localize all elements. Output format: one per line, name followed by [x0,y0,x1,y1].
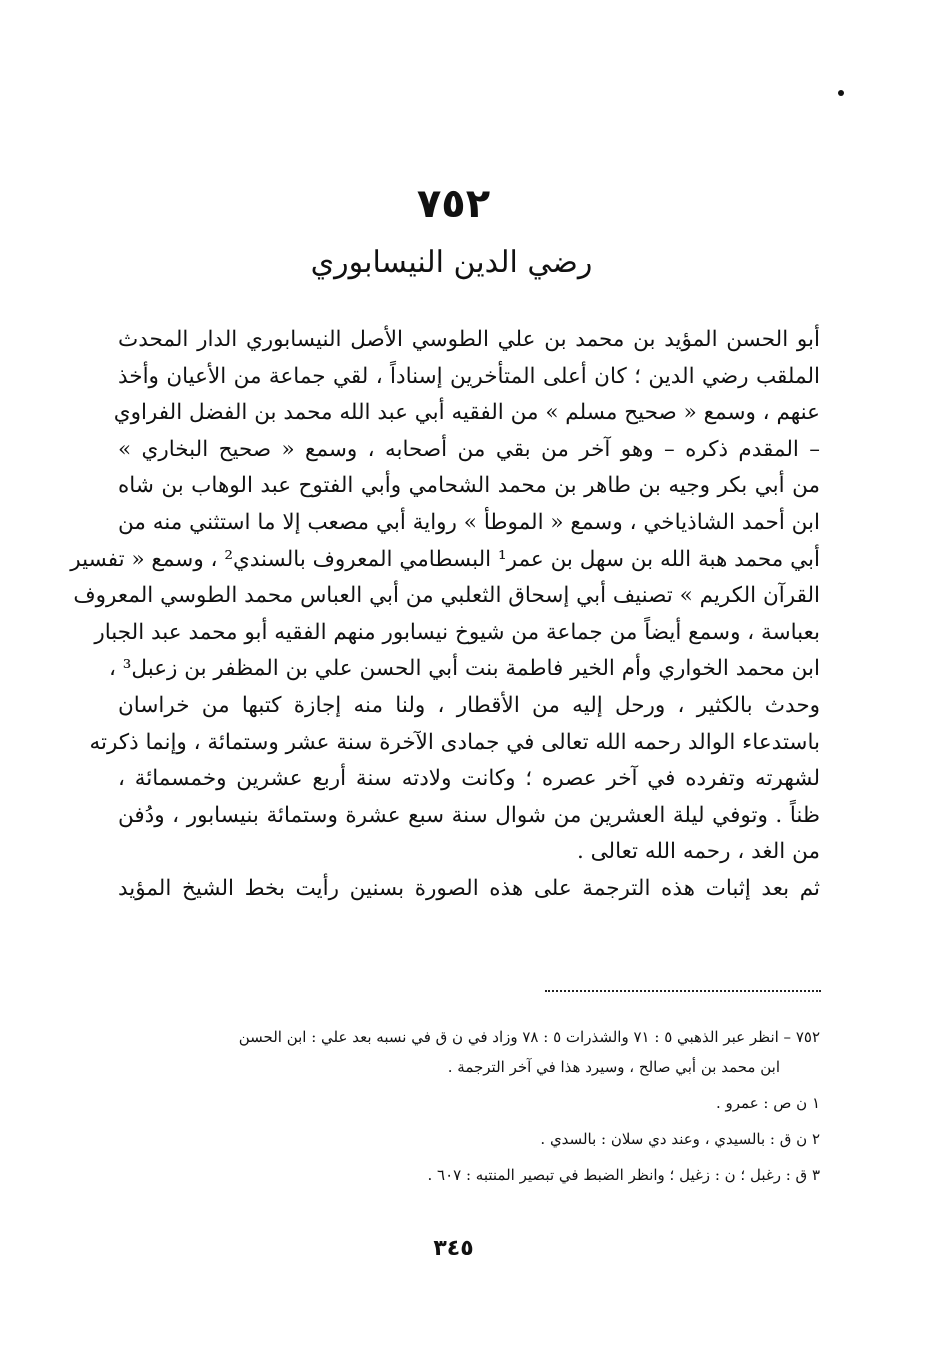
text-line: – المقدم ذكره – وهو آخر من بقي من أصحابه ، وسمع « صحيح البخاري » [118,436,820,462]
footnote-separator [545,990,821,992]
text-line: بعباسة ، وسمع أيضاً من جماعة من شيوخ نيسابور منهم الفقيه أبو محمد عبد الجبار [94,619,820,645]
footnote-line: ١ ن ص : عمرو . [715,1094,820,1112]
text-line: باستدعاء الوالد رحمه الله تعالى في جمادى الآخرة سنة عشر وستمائة ، وإنما ذكرته [89,729,820,755]
footnote-line: ٢ ن ق : بالسيدي ، وعند دي سلان : بالسدي . [540,1130,820,1148]
footnote-line: ٣ ق : رغبل ؛ ن : زغيل ؛ وانظر الضبط في تبصير المنتبه : ٦٠٧ . [427,1166,820,1184]
entry-title: رضي الدين النيسابوري [310,245,593,280]
text-line: عنهم ، وسمع « صحيح مسلم » من الفقيه أبي عبد الله محمد بن الفضل الفراوي [113,400,820,426]
entry-number: ٧٥٢ [416,181,491,227]
text-line: ظناً . وتوفي ليلة العشرين من شوال سنة سبع عشرة وستمائة بنيسابور ، ودُفن [118,802,820,828]
text-line: وحدث بالكثير ، ورحل إليه من الأقطار ، ولنا منه إجازة كتبها من خراسان [118,692,821,718]
biography-text [70,322,821,908]
footnotes [170,1022,820,1190]
page-number: ٣٤٥ [433,1236,474,1261]
text-line: ثم بعد إثبات هذه الترجمة على هذه الصورة بسنين رأيت بخط الشيخ المؤيد [118,875,820,901]
text-line: أبي محمد هبة الله بن سهل بن عمر¹ البسطامي المعروف بالسندي² ، وسمع « تفسير [70,546,820,572]
text-line: لشهرته وتفرده في آخر عصره ؛ وكانت ولادته سنة أربع عشرين وخمسمائة ، [118,766,820,792]
footnote-line: ابن محمد بن أبي صالح ، وسيرد هذا في آخر الترجمة . [447,1058,780,1076]
ink-speck [838,90,844,96]
text-line: أبو الحسن المؤيد بن محمد بن علي الطوسي الأصل النيسابوري الدار المحدث [118,327,820,352]
text-line: من أبي بكر وجيه بن طاهر بن محمد الشحامي وأبي الفتوح عبد الوهاب بن شاه [118,473,820,499]
text-line: ابن محمد الخواري وأم الخير فاطمة بنت أبي الحسن علي بن المظفر بن زعبل³ ، [109,656,820,682]
text-line: الملقب رضي الدين ؛ كان أعلى المتأخرين إسناداً ، لقي جماعة من الأعيان وأخذ [118,363,820,389]
text-line: من الغد ، رحمه الله تعالى . [576,839,820,865]
footnote-line: ٧٥٢ – انظر عبر الذهبي ٥ : ٧١ والشذرات ٥ : ٧٨ وزاد في ن ق في نسبه بعد علي : ابن الحسن [238,1028,820,1046]
text-line: القرآن الكريم » تصنيف أبي إسحاق الثعلبي من أبي العباس محمد الطوسي المعروف [73,583,820,609]
text-line: ابن أحمد الشاذياخي ، وسمع « الموطأ » رواية أبي مصعب إلا ما استثني منه من [118,509,820,535]
